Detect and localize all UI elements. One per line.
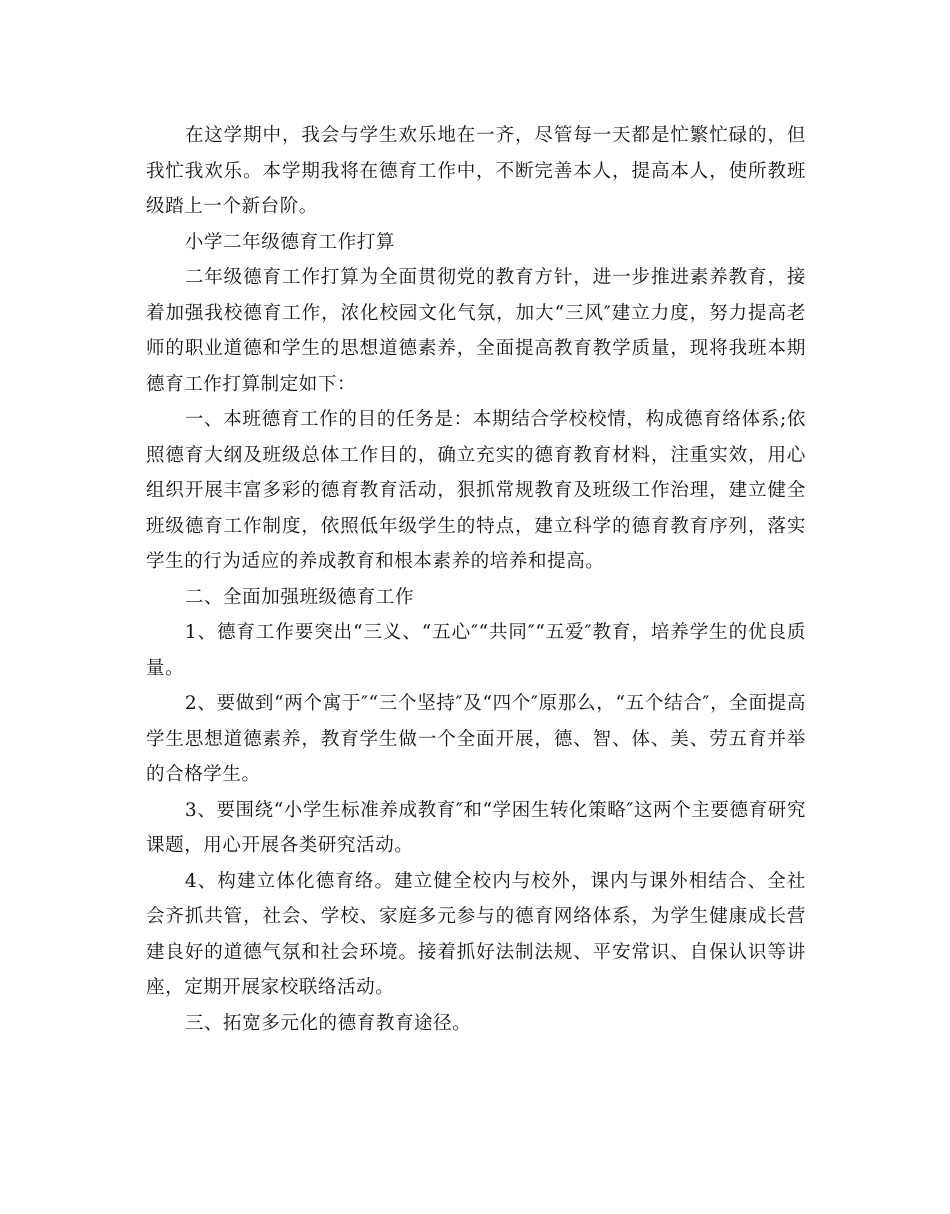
section-heading: 小学二年级德育工作打算	[184, 231, 395, 253]
list-item-3: 3、要围绕“小学生标准养成教育″和“学困生转化策略″这两个主要德育研究课题，用心开展各类研究活动。	[146, 799, 806, 856]
subheading-strengthen-work: 二、全面加强班级德育工作	[184, 586, 415, 608]
paragraph-plan-overview: 二年级德育工作打算为全面贯彻党的教育方针，进一步推进素养教育，接着加强我校德育工作，浓化校园文化气氛，加大“三风″建立力度，努力提高老师的职业道德和学生的思想道德素养，全面提高教育教学质量，现将我班本期德育工作打算制定如下：	[146, 267, 806, 395]
paragraph-goal-tasks: 一、本班德育工作的目的任务是：本期结合学校校情，构成德育络体系;依照德育大纲及班级总体工作目的，确立充实的德育教育材料，注重实效，用心组织开展丰富多彩的德育教育活动，狠抓常规教育及班级工作治理，建立健全班级德育工作制度，依照低年级学生的特点，建立科学的德育教育序列，落实学生的行为适应的养成教育和根本素养的培养和提高。	[146, 409, 806, 572]
list-item-2: 2、要做到“两个寓于″“三个坚持″及“四个″原那么，“五个结合″，全面提高学生思想道德素养，教育学生做一个全面开展，德、智、体、美、劳五育并举的合格学生。	[146, 693, 806, 785]
subheading-broaden-paths: 三、拓宽多元化的德育教育途径。	[184, 1012, 472, 1034]
document-body	[146, 118, 806, 1041]
list-item-1: 1、德育工作要突出“三义、“五心″“共同″“五爱″教育，培养学生的优良质量。	[146, 622, 806, 679]
list-item-4: 4、构建立体化德育络。建立健全校内与校外，课内与课外相结合、全社会齐抓共管，社会、学校、家庭多元参与的德育网络体系，为学生健康成长营建良好的道德气氛和社会环境。接着抓好法制法规、平安常识、自保认识等讲座，定期开展家校联络活动。	[146, 870, 806, 998]
paragraph-intro: 在这学期中，我会与学生欢乐地在一齐，尽管每一天都是忙繁忙碌的，但我忙我欢乐。本学期我将在德育工作中，不断完善本人，提高本人，使所教班级踏上一个新台阶。	[146, 125, 806, 217]
